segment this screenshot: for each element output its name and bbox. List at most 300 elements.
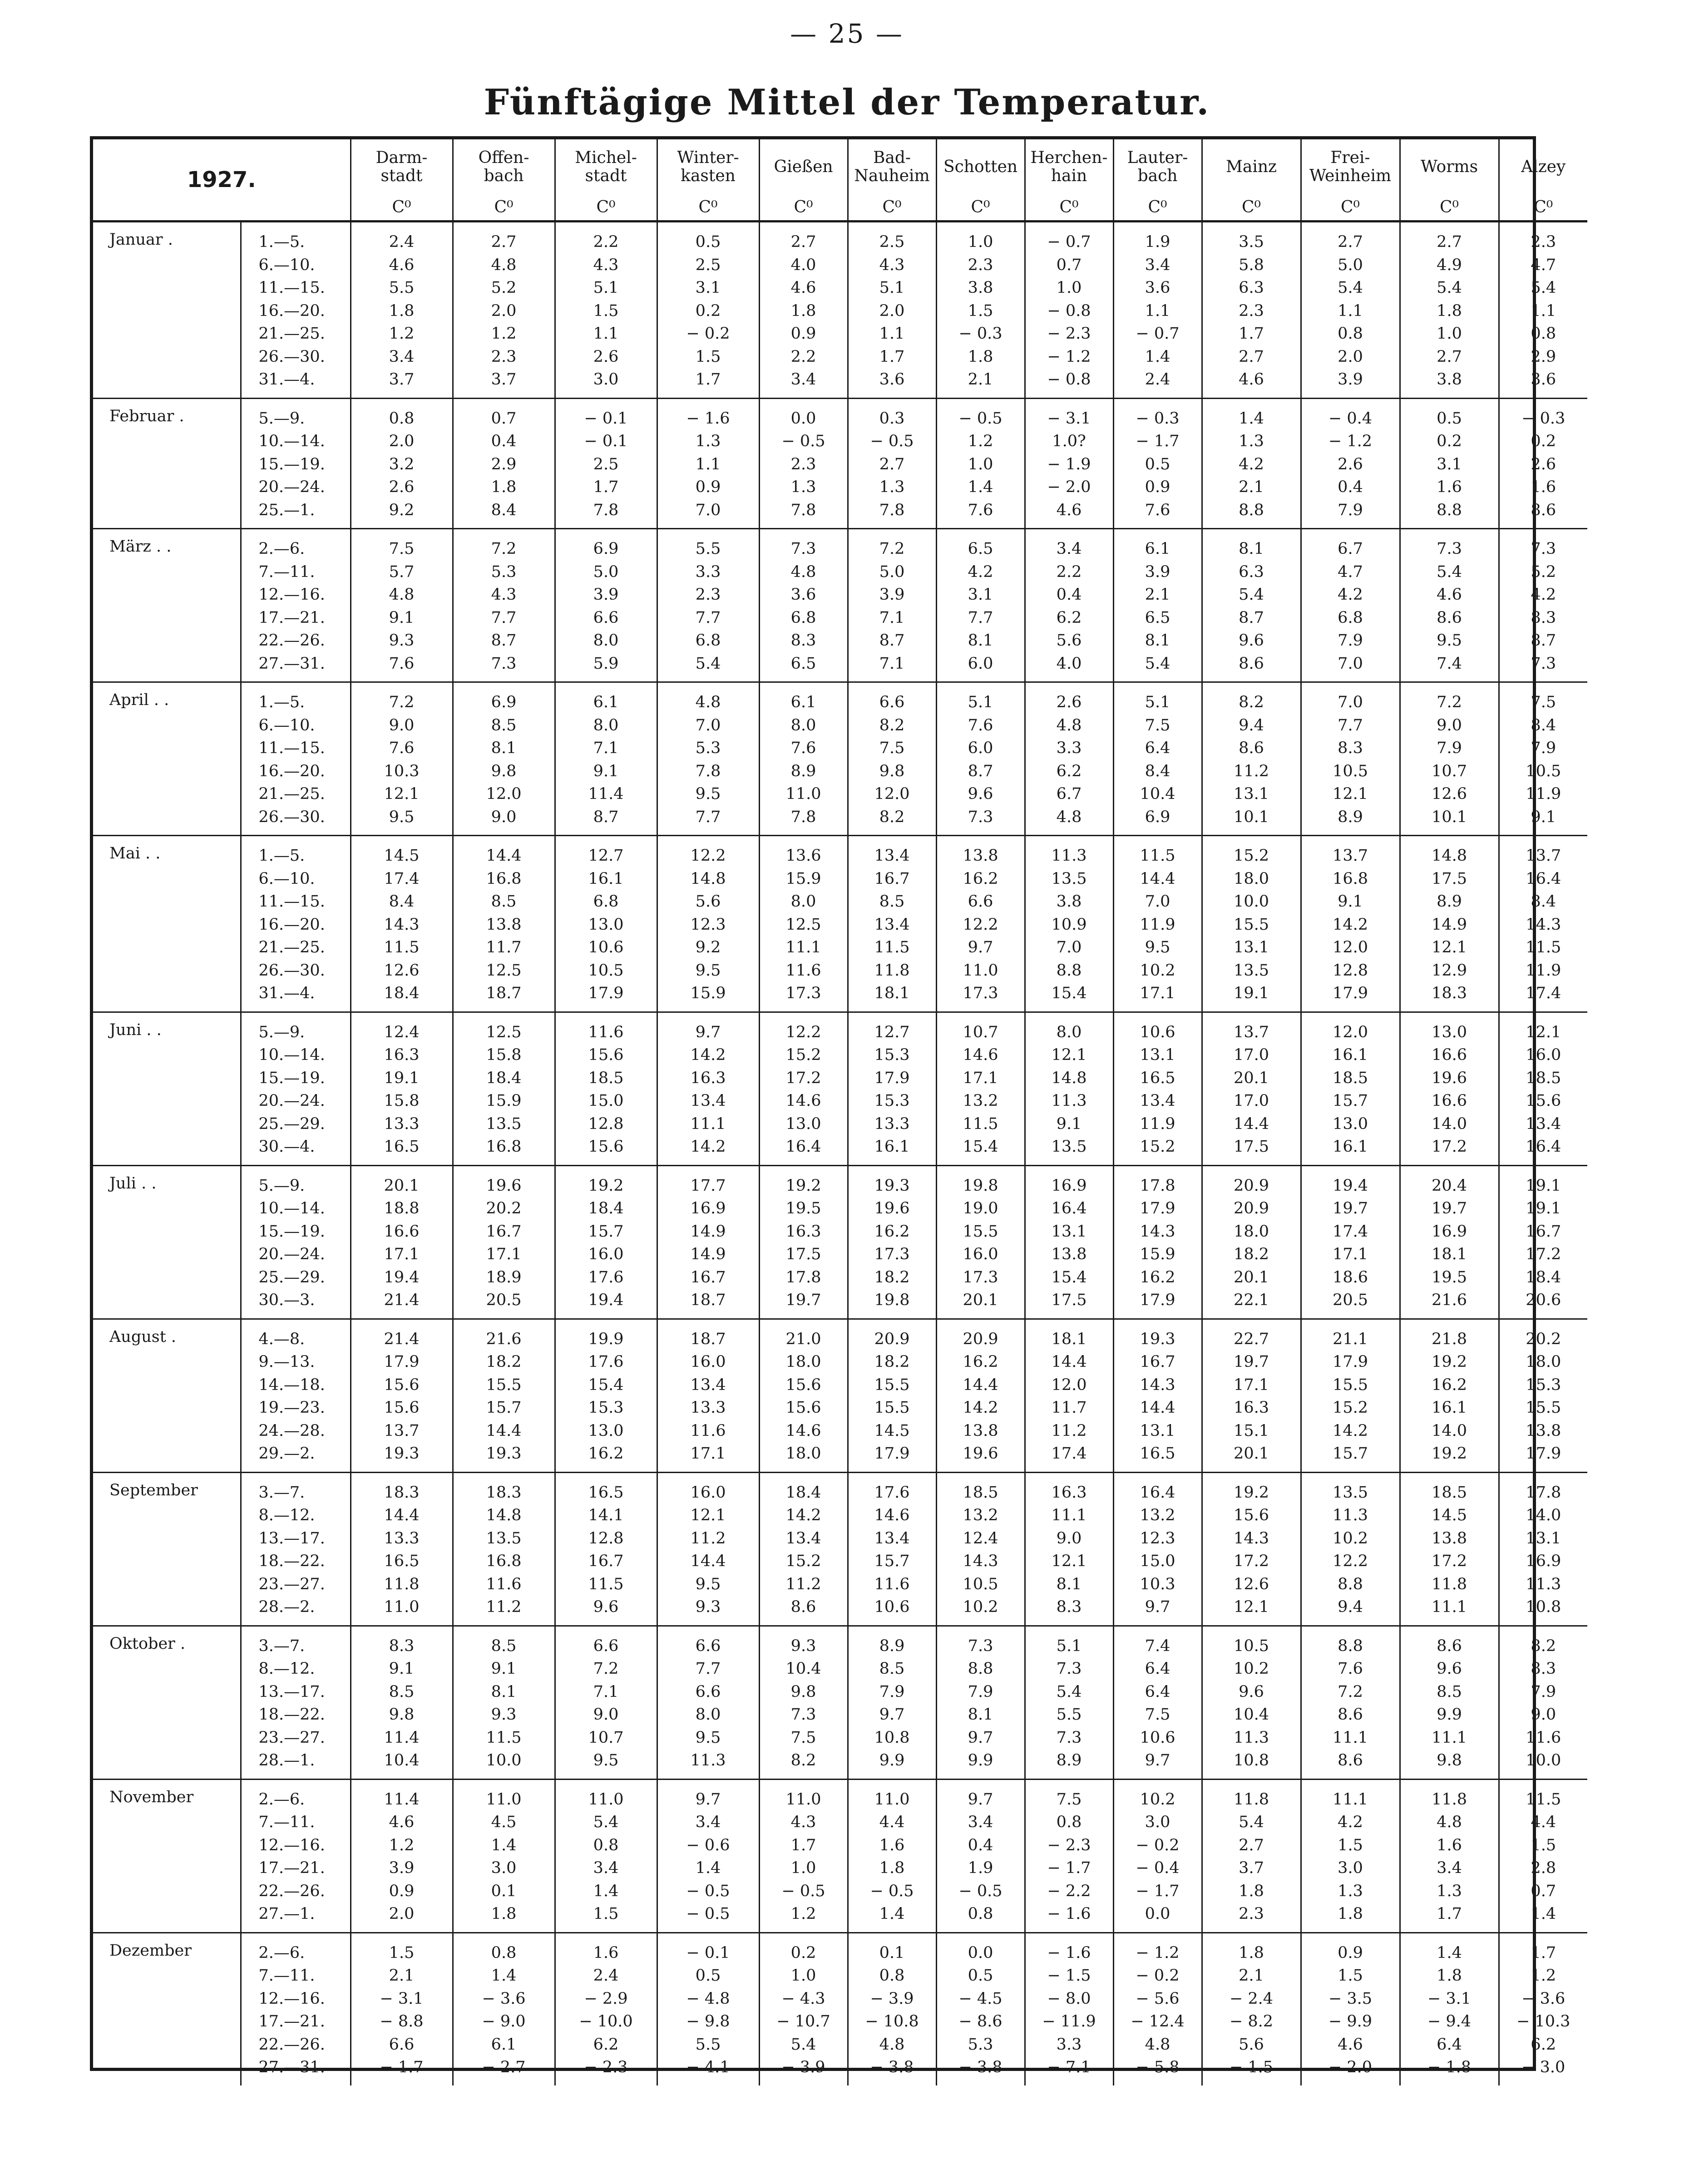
temperature-value: 1.5: [593, 301, 619, 320]
temperature-value: − 4.8: [686, 1989, 730, 2008]
station-values: [1499, 1626, 1587, 1779]
temperature-value: 13.4: [1526, 1114, 1561, 1133]
temperature-value: 7.5: [790, 1728, 816, 1747]
month-row: [93, 1165, 1587, 1319]
temperature-value: 9.5: [695, 1728, 721, 1747]
temperature-value: 7.3: [1531, 540, 1556, 558]
temperature-value: 2.0: [879, 301, 905, 320]
temperature-value: 1.8: [879, 1859, 905, 1877]
station-values: [555, 1012, 657, 1165]
temperature-value: 9.5: [695, 785, 721, 803]
temperature-value: 7.7: [1338, 716, 1363, 735]
pentad-date: 6.—10.: [258, 869, 315, 888]
station-values: [1301, 1165, 1400, 1319]
temperature-value: 11.0: [874, 1790, 910, 1809]
temperature-value: 12.3: [1140, 1529, 1175, 1548]
temperature-value: 11.5: [963, 1114, 998, 1133]
temperature-value: 2.5: [879, 233, 905, 251]
temperature-value: 16.9: [690, 1199, 726, 1218]
temperature-value: 5.2: [1531, 562, 1556, 581]
temperature-value: 15.3: [1526, 1375, 1561, 1394]
pentad-dates: [241, 836, 351, 1012]
temperature-value: 16.3: [785, 1222, 821, 1241]
month-name: April . .: [93, 682, 241, 836]
temperature-value: 6.7: [1338, 540, 1363, 558]
station-values: [1301, 836, 1400, 1012]
temperature-value: 4.2: [1338, 586, 1363, 604]
temperature-value: 1.8: [1338, 1905, 1363, 1923]
temperature-value: 15.2: [1140, 1138, 1175, 1156]
temperature-value: − 0.5: [781, 1882, 825, 1900]
temperature-value: 9.7: [1145, 1751, 1170, 1770]
pentad-date: 2.—6.: [258, 1790, 305, 1809]
temperature-value: 12.1: [1432, 938, 1467, 956]
temperature-value: 11.9: [1140, 915, 1175, 934]
pentad-date: 15.—19.: [258, 1069, 325, 1087]
temperature-value: 6.1: [593, 693, 619, 711]
temperature-value: 2.3: [695, 586, 721, 604]
month-name: November: [93, 1779, 241, 1933]
station-values: [1025, 1933, 1113, 2085]
temperature-value: 15.6: [588, 1138, 624, 1156]
temperature-value: 1.0: [968, 233, 993, 251]
temperature-value: 20.9: [874, 1330, 910, 1348]
temperature-value: 21.0: [785, 1330, 821, 1348]
station-values: [1301, 1319, 1400, 1472]
pentad-date: 15.—19.: [258, 455, 325, 473]
temperature-value: − 3.5: [1328, 1989, 1373, 2008]
temperature-value: 2.2: [1056, 562, 1082, 581]
temperature-value: 1.0?: [1052, 432, 1086, 450]
temperature-value: 4.6: [1338, 2035, 1363, 2054]
temperature-value: 16.0: [690, 1353, 726, 1371]
temperature-value: 19.8: [874, 1291, 910, 1309]
temperature-value: 5.2: [491, 279, 517, 297]
temperature-value: 2.6: [1056, 693, 1082, 711]
temperature-value: 18.0: [785, 1444, 821, 1463]
station-values: [1400, 398, 1499, 529]
station-values: [555, 398, 657, 529]
temperature-value: 10.6: [588, 938, 624, 956]
temperature-value: 7.8: [695, 762, 721, 780]
temperature-value: − 9.9: [1328, 2012, 1373, 2031]
temperature-value: 3.9: [593, 586, 619, 604]
station-values: [555, 1933, 657, 2085]
temperature-value: 13.2: [963, 1092, 998, 1110]
pentad-date: 28.—1.: [258, 1751, 315, 1770]
temperature-value: 3.1: [695, 279, 721, 297]
temperature-value: 0.8: [968, 1905, 993, 1923]
station-header: Offen- bach: [453, 139, 555, 195]
temperature-value: 18.2: [1234, 1245, 1269, 1263]
temperature-value: 12.5: [785, 915, 821, 934]
temperature-value: 16.7: [1526, 1222, 1561, 1241]
temperature-value: 7.3: [790, 1706, 816, 1724]
station-values: [1202, 1165, 1301, 1319]
temperature-value: 1.8: [1239, 1882, 1264, 1900]
temperature-value: 12.1: [1051, 1046, 1087, 1064]
temperature-value: 0.9: [790, 325, 816, 343]
temperature-value: 1.4: [1239, 409, 1264, 428]
temperature-value: 14.2: [963, 1399, 998, 1417]
temperature-value: 3.1: [968, 586, 993, 604]
temperature-value: 15.6: [785, 1375, 821, 1394]
pentad-date: 7.—11.: [258, 562, 315, 581]
pentad-dates: [241, 1319, 351, 1472]
temperature-value: − 5.6: [1136, 1989, 1180, 2008]
station-values: [1400, 1626, 1499, 1779]
temperature-value: 6.9: [1145, 808, 1170, 826]
temperature-value: − 0.7: [1047, 233, 1091, 251]
station-values: [848, 1779, 936, 1933]
temperature-value: 7.6: [389, 739, 415, 757]
station-values: [936, 1779, 1025, 1933]
temperature-value: 2.1: [1239, 478, 1264, 496]
station-values: [759, 1933, 848, 2085]
temperature-value: 15.1: [1234, 1421, 1269, 1440]
temperature-value: 8.1: [1145, 631, 1170, 650]
temperature-value: 6.0: [968, 739, 993, 757]
temperature-value: 8.0: [790, 716, 816, 735]
temperature-value: 2.0: [1338, 347, 1363, 366]
unit-header: C⁰: [1499, 195, 1587, 222]
station-values: [936, 1626, 1025, 1779]
station-header: Alzey: [1521, 158, 1566, 176]
temperature-value: 5.4: [1437, 562, 1462, 581]
temperature-value: 0.4: [1338, 478, 1363, 496]
pentad-dates: [241, 682, 351, 836]
temperature-value: 11.4: [384, 1790, 420, 1809]
temperature-value: 11.2: [486, 1598, 522, 1616]
temperature-value: 18.3: [1432, 984, 1467, 1002]
station-values: [1113, 682, 1202, 836]
temperature-value: − 1.9: [1047, 455, 1091, 473]
temperature-value: 3.5: [1239, 233, 1264, 251]
station-header: Winter- kasten: [657, 139, 759, 195]
station-values: [1025, 529, 1113, 682]
temperature-value: 1.4: [695, 1859, 721, 1877]
station-values: [936, 1012, 1025, 1165]
pentad-date: 26.—30.: [258, 808, 325, 826]
station-values: [848, 836, 936, 1012]
temperature-value: 3.8: [1056, 892, 1082, 911]
temperature-value: 1.0: [1437, 325, 1462, 343]
temperature-value: 9.3: [790, 1637, 816, 1655]
temperature-value: 17.9: [1333, 1353, 1368, 1371]
temperature-value: 4.3: [593, 256, 619, 274]
temperature-value: 1.1: [879, 325, 905, 343]
temperature-value: 18.1: [1432, 1245, 1467, 1263]
temperature-value: 7.7: [695, 808, 721, 826]
temperature-value: 1.6: [1437, 1836, 1462, 1854]
temperature-value: 14.4: [1140, 869, 1175, 888]
temperature-value: − 9.0: [482, 2012, 526, 2031]
temperature-value: − 0.8: [1047, 370, 1091, 389]
station-values: [1301, 1012, 1400, 1165]
temperature-value: − 2.4: [1229, 1989, 1274, 2008]
station-values: [848, 1012, 936, 1165]
pentad-date: 10.—14.: [258, 432, 325, 450]
temperature-value: 6.1: [790, 693, 816, 711]
temperature-value: 14.8: [1432, 847, 1467, 865]
temperature-value: 11.8: [1432, 1575, 1467, 1593]
temperature-value: 6.4: [1437, 2035, 1462, 2054]
temperature-value: 8.0: [695, 1706, 721, 1724]
temperature-value: 14.3: [1234, 1529, 1269, 1548]
temperature-value: 21.1: [1333, 1330, 1368, 1348]
station-values: [555, 1472, 657, 1626]
temperature-value: 4.8: [695, 693, 721, 711]
temperature-value: 0.2: [790, 1943, 816, 1962]
temperature-value: 3.6: [1145, 279, 1170, 297]
temperature-value: 8.9: [1338, 808, 1363, 826]
temperature-value: 18.3: [384, 1483, 420, 1502]
pentad-date: 3.—7.: [258, 1637, 305, 1655]
temperature-value: 14.0: [1432, 1421, 1467, 1440]
pentad-date: 14.—18.: [258, 1375, 325, 1394]
pentad-date: 20.—24.: [258, 1092, 325, 1110]
temperature-value: 3.4: [1437, 1859, 1462, 1877]
temperature-value: 1.2: [968, 432, 993, 450]
temperature-value: 6.8: [1338, 608, 1363, 627]
temperature-value: 12.2: [785, 1023, 821, 1041]
temperature-value: 18.0: [1234, 1222, 1269, 1241]
temperature-value: 7.0: [695, 716, 721, 735]
temperature-value: 10.8: [1234, 1751, 1269, 1770]
temperature-value: − 2.7: [482, 2058, 526, 2076]
temperature-value: 7.8: [593, 501, 619, 519]
temperature-value: − 0.1: [584, 409, 628, 428]
temperature-value: 4.2: [968, 562, 993, 581]
station-header: Mainz: [1202, 139, 1301, 195]
temperature-value: 20.6: [1526, 1291, 1561, 1309]
temperature-value: 2.4: [593, 1967, 619, 1985]
temperature-value: 1.6: [879, 1836, 905, 1854]
temperature-value: 13.7: [1526, 847, 1561, 865]
temperature-value: − 3.9: [781, 2058, 825, 2076]
temperature-value: 7.8: [790, 808, 816, 826]
temperature-value: 13.8: [1526, 1421, 1561, 1440]
temperature-value: 15.5: [963, 1222, 998, 1241]
temperature-value: 8.9: [879, 1637, 905, 1655]
temperature-value: 19.2: [1432, 1353, 1467, 1371]
temperature-value: 7.1: [879, 654, 905, 673]
temperature-value: − 1.2: [1136, 1943, 1180, 1962]
temperature-value: 19.2: [785, 1176, 821, 1195]
temperature-value: 2.3: [491, 347, 517, 366]
temperature-value: 11.0: [785, 1790, 821, 1809]
temperature-value: 0.5: [1437, 409, 1462, 428]
temperature-value: 10.6: [1140, 1023, 1175, 1041]
temperature-value: 18.6: [1333, 1268, 1368, 1287]
temperature-value: 13.7: [1234, 1023, 1269, 1041]
temperature-value: 14.4: [486, 1421, 522, 1440]
temperature-value: 15.2: [785, 1046, 821, 1064]
temperature-value: 6.5: [1145, 608, 1170, 627]
station-values: [1499, 1779, 1587, 1933]
temperature-value: 11.6: [486, 1575, 522, 1593]
temperature-value: 15.5: [1526, 1399, 1561, 1417]
station-values: [1113, 836, 1202, 1012]
temperature-value: 12.2: [1333, 1552, 1368, 1570]
temperature-value: 17.9: [1140, 1291, 1175, 1309]
temperature-value: 15.9: [486, 1092, 522, 1110]
temperature-value: 19.6: [486, 1176, 522, 1195]
temperature-value: 3.4: [968, 1813, 993, 1831]
temperature-value: 15.6: [1234, 1506, 1269, 1524]
temperature-value: 8.0: [790, 892, 816, 911]
table-body: [93, 222, 1587, 2085]
temperature-value: 2.7: [1437, 233, 1462, 251]
temperature-value: 6.1: [1145, 540, 1170, 558]
temperature-value: 1.4: [879, 1905, 905, 1923]
temperature-value: 13.3: [384, 1114, 420, 1133]
temperature-value: 18.1: [874, 984, 910, 1002]
station-values: [1025, 1472, 1113, 1626]
temperature-value: 5.4: [593, 1813, 619, 1831]
temperature-value: 5.9: [593, 654, 619, 673]
temperature-value: 1.9: [1145, 233, 1170, 251]
temperature-value: 8.7: [1531, 631, 1556, 650]
temperature-value: 1.4: [1145, 347, 1170, 366]
pentad-date: 9.—13.: [258, 1353, 315, 1371]
temperature-value: 9.3: [491, 1706, 517, 1724]
temperature-value: 19.3: [384, 1444, 420, 1463]
station-values: [1499, 1012, 1587, 1165]
temperature-value: 6.8: [790, 608, 816, 627]
temperature-value: 18.2: [874, 1268, 910, 1287]
temperature-value: 12.8: [588, 1114, 624, 1133]
temperature-value: 6.2: [1531, 2035, 1556, 2054]
temperature-value: 7.9: [879, 1682, 905, 1701]
pentad-date: 21.—25.: [258, 938, 325, 956]
temperature-value: 15.6: [785, 1399, 821, 1417]
temperature-value: 0.4: [968, 1836, 993, 1854]
station-values: [848, 682, 936, 836]
temperature-value: − 10.3: [1516, 2012, 1571, 2031]
temperature-value: 12.0: [1333, 1023, 1368, 1041]
temperature-value: − 9.8: [686, 2012, 730, 2031]
temperature-value: 7.7: [695, 1660, 721, 1678]
temperature-value: 5.4: [1437, 279, 1462, 297]
temperature-value: 1.0: [790, 1967, 816, 1985]
temperature-value: 20.5: [1333, 1291, 1368, 1309]
station-values: [351, 1472, 453, 1626]
station-values: [1499, 682, 1587, 836]
temperature-value: 1.3: [790, 478, 816, 496]
temperature-value: 9.2: [389, 501, 415, 519]
temperature-value: 9.0: [1531, 1706, 1556, 1724]
temperature-value: 8.7: [1239, 608, 1264, 627]
station-header: Frei- Weinheim: [1301, 139, 1400, 195]
temperature-value: 7.7: [695, 608, 721, 627]
temperature-value: 9.5: [1437, 631, 1462, 650]
temperature-value: 15.3: [874, 1046, 910, 1064]
temperature-value: 15.7: [588, 1222, 624, 1241]
temperature-value: 14.1: [588, 1506, 624, 1524]
temperature-value: 13.5: [1333, 1483, 1368, 1502]
temperature-value: 2.1: [1239, 1967, 1264, 1985]
temperature-value: 1.8: [1239, 1943, 1264, 1962]
station-values: [1025, 222, 1113, 399]
temperature-value: 2.3: [968, 256, 993, 274]
temperature-value: − 5.8: [1136, 2058, 1180, 2076]
unit-header: C⁰: [1025, 195, 1113, 222]
temperature-value: 10.2: [1333, 1529, 1368, 1548]
temperature-value: 8.6: [1338, 1751, 1363, 1770]
temperature-value: 7.6: [968, 501, 993, 519]
temperature-value: 8.6: [1338, 1706, 1363, 1724]
station-values: [936, 1319, 1025, 1472]
temperature-value: 14.9: [1432, 915, 1467, 934]
temperature-value: 20.1: [963, 1291, 998, 1309]
temperature-value: 6.5: [968, 540, 993, 558]
temperature-value: 10.0: [486, 1751, 522, 1770]
temperature-value: 5.4: [695, 654, 721, 673]
temperature-value: 16.2: [963, 869, 998, 888]
temperature-value: 16.2: [1432, 1375, 1467, 1394]
temperature-value: − 0.2: [686, 325, 730, 343]
temperature-value: 1.5: [695, 347, 721, 366]
temperature-value: 13.3: [690, 1399, 726, 1417]
temperature-value: − 2.0: [1047, 478, 1091, 496]
temperature-value: 13.6: [785, 847, 821, 865]
temperature-value: − 1.7: [1136, 1882, 1180, 1900]
temperature-value: 19.9: [588, 1330, 624, 1348]
temperature-value: 17.6: [874, 1483, 910, 1502]
temperature-value: 14.3: [1140, 1222, 1175, 1241]
temperature-value: 1.0: [790, 1859, 816, 1877]
temperature-value: 4.4: [879, 1813, 905, 1831]
station-values: [555, 682, 657, 836]
temperature-value: 17.8: [785, 1268, 821, 1287]
temperature-value: 20.1: [384, 1176, 420, 1195]
station-values: [657, 1165, 759, 1319]
temperature-value: 1.3: [1437, 1882, 1462, 1900]
temperature-value: 16.8: [486, 1552, 522, 1570]
station-values: [1113, 1319, 1202, 1472]
temperature-value: 16.5: [1140, 1069, 1175, 1087]
temperature-value: 15.5: [874, 1399, 910, 1417]
temperature-value: 4.0: [790, 256, 816, 274]
temperature-value: 7.1: [879, 608, 905, 627]
pentad-date: 20.—24.: [258, 1245, 325, 1263]
temperature-value: 15.6: [384, 1375, 420, 1394]
temperature-value: 16.4: [1526, 1138, 1561, 1156]
pentad-date: 26.—30.: [258, 347, 325, 366]
temperature-value: 7.2: [389, 693, 415, 711]
station-values: [555, 529, 657, 682]
temperature-value: 3.0: [1338, 1859, 1363, 1877]
temperature-value: 15.8: [384, 1092, 420, 1110]
temperature-value: 1.5: [1338, 1836, 1363, 1854]
pentad-date: 21.—25.: [258, 325, 325, 343]
temperature-value: 4.8: [879, 2035, 905, 2054]
temperature-value: 7.4: [1437, 654, 1462, 673]
temperature-value: 11.6: [874, 1575, 910, 1593]
temperature-value: 5.4: [1145, 654, 1170, 673]
temperature-value: 0.3: [879, 409, 905, 428]
temperature-value: 4.3: [790, 1813, 816, 1831]
temperature-value: 16.9: [1526, 1552, 1561, 1570]
temperature-value: 9.1: [389, 608, 415, 627]
temperature-value: 1.8: [790, 301, 816, 320]
pentad-date: 16.—20.: [258, 915, 325, 934]
temperature-value: 14.2: [785, 1506, 821, 1524]
pentad-date: 5.—9.: [258, 1023, 305, 1041]
temperature-value: − 3.1: [380, 1989, 424, 2008]
temperature-value: 7.6: [1338, 1660, 1363, 1678]
